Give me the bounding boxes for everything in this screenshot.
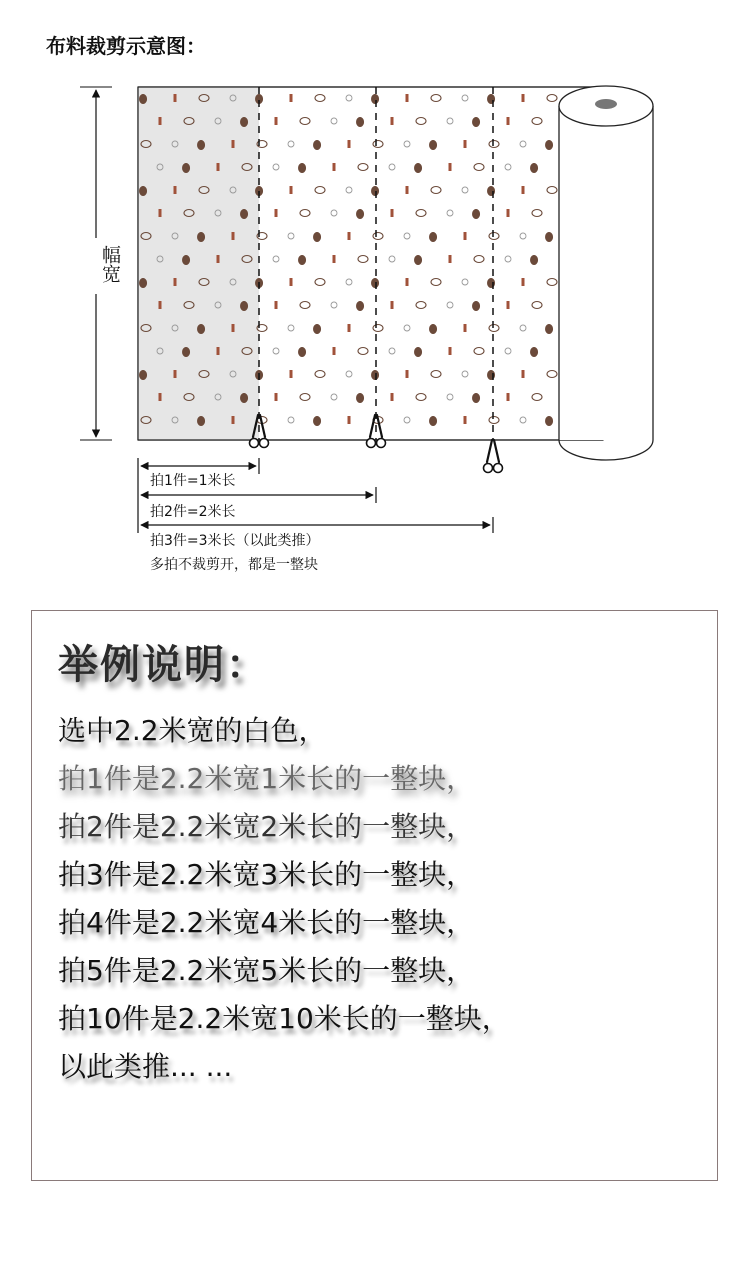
pattern-motif [139, 278, 147, 288]
example-line: 拍2件是2.2米宽2米长的一整块， [58, 810, 475, 843]
pattern-motif [406, 94, 409, 102]
pattern-motif [290, 94, 293, 102]
measure-label-2: 拍2件=2米长 [150, 504, 236, 520]
pattern-motif [313, 232, 321, 242]
pattern-motif [391, 117, 394, 125]
pattern-motif [240, 209, 248, 219]
pattern-motif [348, 140, 351, 148]
pattern-motif [472, 393, 480, 403]
pattern-motif [472, 209, 480, 219]
pattern-motif [449, 347, 452, 355]
example-title: 举例说明： [58, 642, 268, 688]
pattern-motif [139, 94, 147, 104]
pattern-motif [174, 186, 177, 194]
pattern-motif [545, 324, 553, 334]
pattern-motif [414, 347, 422, 357]
pattern-motif [217, 347, 220, 355]
pattern-motif [197, 416, 205, 426]
pattern-motif [197, 140, 205, 150]
pattern-motif [232, 324, 235, 332]
pattern-motif [159, 301, 162, 309]
width-label: 幅宽 [99, 245, 121, 283]
pattern-motif [406, 370, 409, 378]
pattern-motif [429, 324, 437, 334]
measure-label-3: 拍3件=3米长（以此类推） [150, 533, 320, 549]
pattern-motif [290, 186, 293, 194]
pattern-motif [522, 186, 525, 194]
pattern-motif [429, 232, 437, 242]
pattern-motif [487, 370, 495, 380]
pattern-motif [240, 301, 248, 311]
pattern-motif [240, 393, 248, 403]
pattern-motif [298, 255, 306, 265]
no-cut-note: 多拍不裁剪开，都是一整块 [150, 557, 318, 573]
pattern-motif [487, 186, 495, 196]
pattern-motif [472, 301, 480, 311]
example-line: 拍10件是2.2米宽10米长的一整块， [58, 1002, 510, 1035]
pattern-motif [356, 117, 364, 127]
pattern-motif [487, 278, 495, 288]
pattern-motif [356, 301, 364, 311]
diagram-title: 布料裁剪示意图： [46, 34, 206, 58]
pattern-motif [139, 186, 147, 196]
example-line: 以此类推... ... [58, 1050, 233, 1083]
pattern-motif [139, 370, 147, 380]
pattern-motif [174, 370, 177, 378]
pattern-motif [464, 416, 467, 424]
pattern-motif [371, 94, 379, 104]
pattern-motif [174, 278, 177, 286]
pattern-motif [333, 255, 336, 263]
pattern-motif [391, 209, 394, 217]
pattern-motif [232, 416, 235, 424]
pattern-motif [507, 209, 510, 217]
example-line: 拍5件是2.2米宽5米长的一整块， [58, 954, 475, 987]
pattern-motif [182, 347, 190, 357]
pattern-motif [348, 416, 351, 424]
pattern-motif [182, 255, 190, 265]
pattern-motif [159, 393, 162, 401]
pattern-motif [545, 232, 553, 242]
pattern-motif [313, 140, 321, 150]
pattern-motif [232, 140, 235, 148]
pattern-motif [313, 416, 321, 426]
pattern-motif [275, 393, 278, 401]
pattern-motif [197, 324, 205, 334]
pattern-motif [275, 209, 278, 217]
measure-label-1: 拍1件=1米长 [150, 473, 236, 489]
pattern-motif [348, 324, 351, 332]
pattern-motif [217, 163, 220, 171]
width-dimension [80, 87, 121, 440]
pattern-motif [545, 140, 553, 150]
pattern-motif [530, 255, 538, 265]
pattern-motif [371, 278, 379, 288]
pattern-motif [487, 94, 495, 104]
pattern-motif [464, 140, 467, 148]
pattern-motif [333, 347, 336, 355]
fabric-cutting-diagram [0, 0, 750, 600]
pattern-motif [159, 117, 162, 125]
example-line: 拍1件是2.2米宽1米长的一整块， [58, 762, 475, 795]
pattern-motif [298, 163, 306, 173]
pattern-motif [472, 117, 480, 127]
pattern-motif [429, 140, 437, 150]
pattern-motif [522, 278, 525, 286]
pattern-motif [371, 186, 379, 196]
pattern-motif [522, 370, 525, 378]
selected-fabric-piece [138, 87, 259, 440]
pattern-motif [356, 209, 364, 219]
pattern-motif [391, 301, 394, 309]
roll-core-icon [595, 99, 617, 109]
example-line: 拍3件是2.2米宽3米长的一整块， [58, 858, 475, 891]
pattern-motif [406, 278, 409, 286]
pattern-motif [530, 347, 538, 357]
pattern-motif [290, 278, 293, 286]
length-measures [138, 458, 493, 533]
pattern-motif [522, 94, 525, 102]
pattern-motif [464, 324, 467, 332]
pattern-motif [232, 232, 235, 240]
scissors-icon [484, 440, 503, 473]
pattern-motif [371, 370, 379, 380]
pattern-motif [507, 117, 510, 125]
example-lines [58, 707, 510, 1091]
pattern-motif [406, 186, 409, 194]
pattern-motif [290, 370, 293, 378]
pattern-motif [391, 393, 394, 401]
pattern-motif [333, 163, 336, 171]
pattern-motif [298, 347, 306, 357]
pattern-motif [530, 163, 538, 173]
pattern-motif [275, 301, 278, 309]
example-line: 选中2.2米宽的白色， [58, 714, 327, 747]
pattern-motif [464, 232, 467, 240]
example-line: 拍4件是2.2米宽4米长的一整块， [58, 906, 475, 939]
pattern-motif [348, 232, 351, 240]
pattern-motif [414, 163, 422, 173]
pattern-motif [414, 255, 422, 265]
pattern-motif [356, 393, 364, 403]
pattern-motif [507, 393, 510, 401]
pattern-motif [507, 301, 510, 309]
pattern-motif [182, 163, 190, 173]
pattern-motif [217, 255, 220, 263]
pattern-motif [197, 232, 205, 242]
pattern-motif [449, 163, 452, 171]
pattern-motif [240, 117, 248, 127]
pattern-motif [429, 416, 437, 426]
pattern-motif [449, 255, 452, 263]
pattern-motif [313, 324, 321, 334]
fabric-roll [559, 86, 653, 460]
example-panel [31, 610, 718, 1181]
pattern-motif [545, 416, 553, 426]
pattern-motif [159, 209, 162, 217]
pattern-motif [275, 117, 278, 125]
pattern-motif [174, 94, 177, 102]
